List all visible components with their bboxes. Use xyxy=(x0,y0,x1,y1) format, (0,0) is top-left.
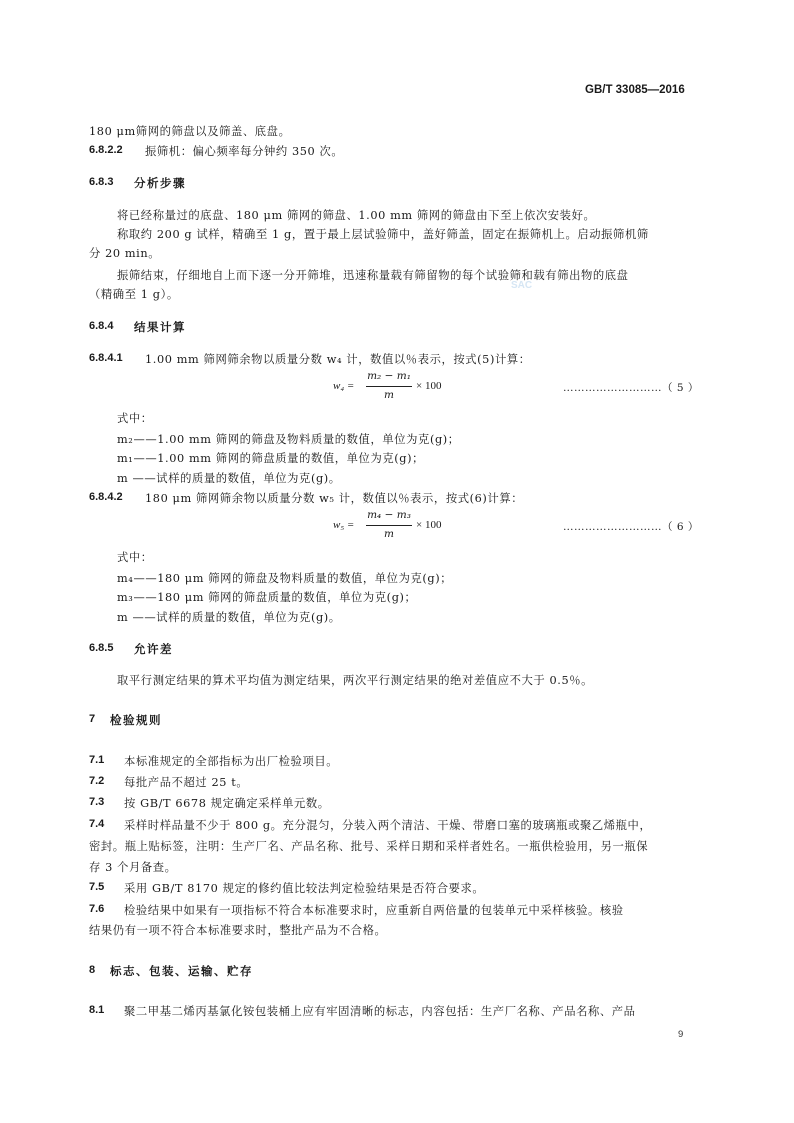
clause-number: 7.3 xyxy=(89,796,105,808)
chapter-number: 7 xyxy=(89,713,96,725)
paragraph-line: 分 20 min。 xyxy=(89,247,161,260)
section-number: 6.8.3 xyxy=(89,176,114,188)
clause-text: 采样时样品量不少于 800 g。充分混匀，分装入两个清洁、干燥、带磨口塞的玻璃瓶或聚乙烯瓶中， xyxy=(124,819,652,832)
formula-reference: ………………………（ 6 ） xyxy=(563,521,699,533)
clause-number: 6.8.4.1 xyxy=(89,352,123,364)
where-label: 式中： xyxy=(117,412,153,425)
clause-text: 每批产品不超过 25 t。 xyxy=(124,776,249,789)
clause-text: 按 GB/T 6678 规定确定采样单元数。 xyxy=(124,797,330,810)
chapter-title: 标志、包装、运输、贮存 xyxy=(110,964,253,978)
formula-denominator: m xyxy=(384,528,394,540)
variable-definition: m ——试样的质量的数值，单位为克(g)。 xyxy=(117,611,341,624)
clause-number: 7.5 xyxy=(89,881,105,893)
clause-number: 7.2 xyxy=(89,775,105,787)
variable-definition: m₁——1.00 mm 筛网的筛盘质量的数值，单位为克(g)； xyxy=(117,452,424,465)
variable-definition: m₄——180 μm 筛网的筛盘及物料质量的数值，单位为克(g)； xyxy=(117,572,453,585)
clause-number: 8.1 xyxy=(89,1004,105,1016)
formula-numerator: m₂ − m₁ xyxy=(367,370,411,382)
clause-text: 本标准规定的全部指标为出厂检验项目。 xyxy=(124,755,339,768)
paragraph-line: 将已经称量过的底盘、180 μm 筛网的筛盘、1.00 mm 筛网的筛盘由下至上依次安装好。 xyxy=(117,209,596,222)
clause-text: 聚二甲基二烯丙基氯化铵包装桶上应有牢固清晰的标志，内容包括：生产厂名称、产品名称、产品 xyxy=(124,1005,636,1018)
clause-number: 7.4 xyxy=(89,818,105,830)
where-label: 式中： xyxy=(117,551,153,564)
watermark-logo: SAC xyxy=(511,280,533,291)
clause-number: 6.8.4.2 xyxy=(89,491,123,503)
clause-number: 7.6 xyxy=(89,903,105,915)
paragraph-line: 180 μm筛网的筛盘以及筛盖、底盘。 xyxy=(89,125,291,138)
chapter-title: 检验规则 xyxy=(110,713,162,727)
clause-text: 1.00 mm 筛网筛余物以质量分数 w₄ 计，数值以％表示，按式(5)计算： xyxy=(145,353,531,366)
formula-numerator: m₄ − m₃ xyxy=(367,509,411,521)
section-title: 结果计算 xyxy=(134,320,186,334)
chapter-number: 8 xyxy=(89,964,96,976)
clause-text: 检验结果中如果有一项指标不符合本标准要求时，应重新自两倍量的包装单元中采样核验。核验 xyxy=(124,904,624,917)
clause-text: 存 3 个月备查。 xyxy=(89,861,177,874)
fraction-bar xyxy=(366,525,412,526)
paragraph-line: 振筛结束，仔细地自上而下逐一分开筛堆，迅速称量载有筛留物的每个试验筛和载有筛出物的底盘 xyxy=(117,269,629,282)
paragraph-line: 称取约 200 g 试样，精确至 1 g，置于最上层试验筛中，盖好筛盖，固定在振筛机上。启动振筛机筛 xyxy=(117,228,649,241)
standard-code-header: GB/T 33085—2016 xyxy=(585,84,685,96)
clause-number: 7.1 xyxy=(89,754,105,766)
section-number: 6.8.4 xyxy=(89,320,114,332)
clause-text: 180 μm 筛网筛余物以质量分数 w₅ 计，数值以％表示，按式(6)计算： xyxy=(145,492,524,505)
clause-number: 6.8.2.2 xyxy=(89,144,123,156)
formula-multiplier: × 100 xyxy=(416,380,442,392)
page-number: 9 xyxy=(678,1029,684,1040)
clause-text: 采用 GB/T 8170 规定的修约值比较法判定检验结果是否符合要求。 xyxy=(124,882,485,895)
formula-lhs: w₄ = xyxy=(333,380,355,392)
clause-text: 密封。瓶上贴标签，注明：生产厂名、产品名称、批号、采样日期和采样者姓名。一瓶供检验用，另一瓶保 xyxy=(89,840,649,853)
formula-denominator: m xyxy=(384,389,394,401)
variable-definition: m₂——1.00 mm 筛网的筛盘及物料质量的数值，单位为克(g)； xyxy=(117,433,460,446)
paragraph-line: 取平行测定结果的算术平均值为测定结果，两次平行测定结果的绝对差值应不大于 0.5％。 xyxy=(117,674,594,687)
variable-definition: m ——试样的质量的数值，单位为克(g)。 xyxy=(117,472,341,485)
section-title: 分析步骤 xyxy=(134,176,186,190)
formula-multiplier: × 100 xyxy=(416,519,442,531)
section-number: 6.8.5 xyxy=(89,642,114,654)
clause-text: 结果仍有一项不符合本标准要求时，整批产品为不合格。 xyxy=(89,924,387,937)
variable-definition: m₃——180 μm 筛网的筛盘质量的数值，单位为克(g)； xyxy=(117,591,417,604)
section-title: 允许差 xyxy=(134,642,173,656)
clause-text: 振筛机：偏心频率每分钟约 350 次。 xyxy=(145,145,344,158)
paragraph-line: （精确至 1 g）。 xyxy=(89,288,179,301)
formula-lhs: w₅ = xyxy=(333,519,355,531)
formula-reference: ………………………（ 5 ） xyxy=(563,382,699,394)
fraction-bar xyxy=(366,386,412,387)
